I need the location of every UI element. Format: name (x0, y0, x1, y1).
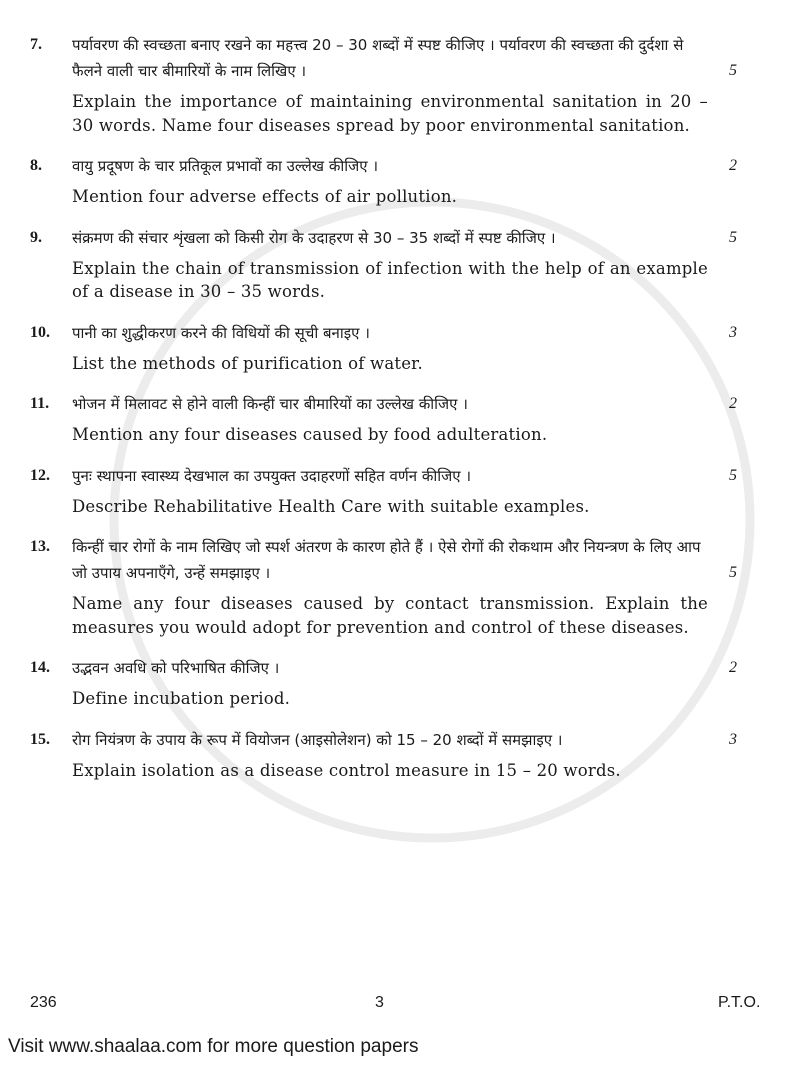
question-11: 11. भोजन में मिलावट से होने वाली किन्हीं चार बीमारियों का उल्लेख कीजिए । 2 Mention any four diseases caused by food adulteration. (30, 395, 737, 444)
question-8: 8. वायु प्रदूषण के चार प्रतिकूल प्रभावों का उल्लेख कीजिए । 2 Mention four adverse effects of air pollution. (30, 157, 737, 206)
question-list (0, 32, 800, 798)
pto-label: P.T.O. (718, 994, 761, 1011)
question-10: 10. पानी का शुद्धीकरण करने की विधियों की सूची बनाइए । 3 List the methods of purification of water. (30, 323, 737, 373)
paper-code: 236 (30, 994, 57, 1011)
question-13: 13. किन्हीं चार रोगों के नाम लिखिए जो स्पर्श अंतरण के कारण होते हैं । ऐसे रोगों की रोकथाम और नियन्त्रण के लिए आप जो उपाय अपनाएँगे, उन्हें समझाइए । 5 Name any four diseases caused by contact transmission. Explain the measures you would adopt for prevention and control of these diseases. (30, 538, 737, 637)
question-9: 9. संक्रमण की संचार शृंखला को किसी रोग के उदाहरण से 30 – 35 शब्दों में स्पष्ट कीजिए । 5 Explain the chain of transmission of infection with the help of an example of a disease in 30 – 35 words. (30, 228, 737, 301)
question-7: 7. पर्यावरण की स्वच्छता बनाए रखने का महत्त्व 20 – 30 शब्दों में स्पष्ट कीजिए । पर्यावरण की स्वच्छता की दुर्दशा से फैलने वाली चार बीमारियों के नाम लिखिए । 5 Explain the importance of maintaining environmental sanitation in 20 – 30 words. Name four diseases spread by poor environmental sanitation. (30, 36, 737, 135)
question-12: 12. पुनः स्थापना स्वास्थ्य देखभाल का उपयुक्त उदाहरणों सहित वर्णन कीजिए । 5 Describe Rehabilitative Health Care with suitable examples. (30, 466, 737, 516)
page-number: 3 (375, 994, 384, 1011)
question-14: 14. उद्भवन अवधि को परिभाषित कीजिए । 2 Define incubation period. (30, 659, 737, 708)
visit-banner: Visit www.shaalaa.com for more question papers (8, 1036, 419, 1057)
question-15: 15. रोग नियंत्रण के उपाय के रूप में वियोजन (आइसोलेशन) को 15 – 20 शब्दों में समझाइए । 3 Explain isolation as a disease control measure in 15 – 20 words. (30, 730, 737, 780)
